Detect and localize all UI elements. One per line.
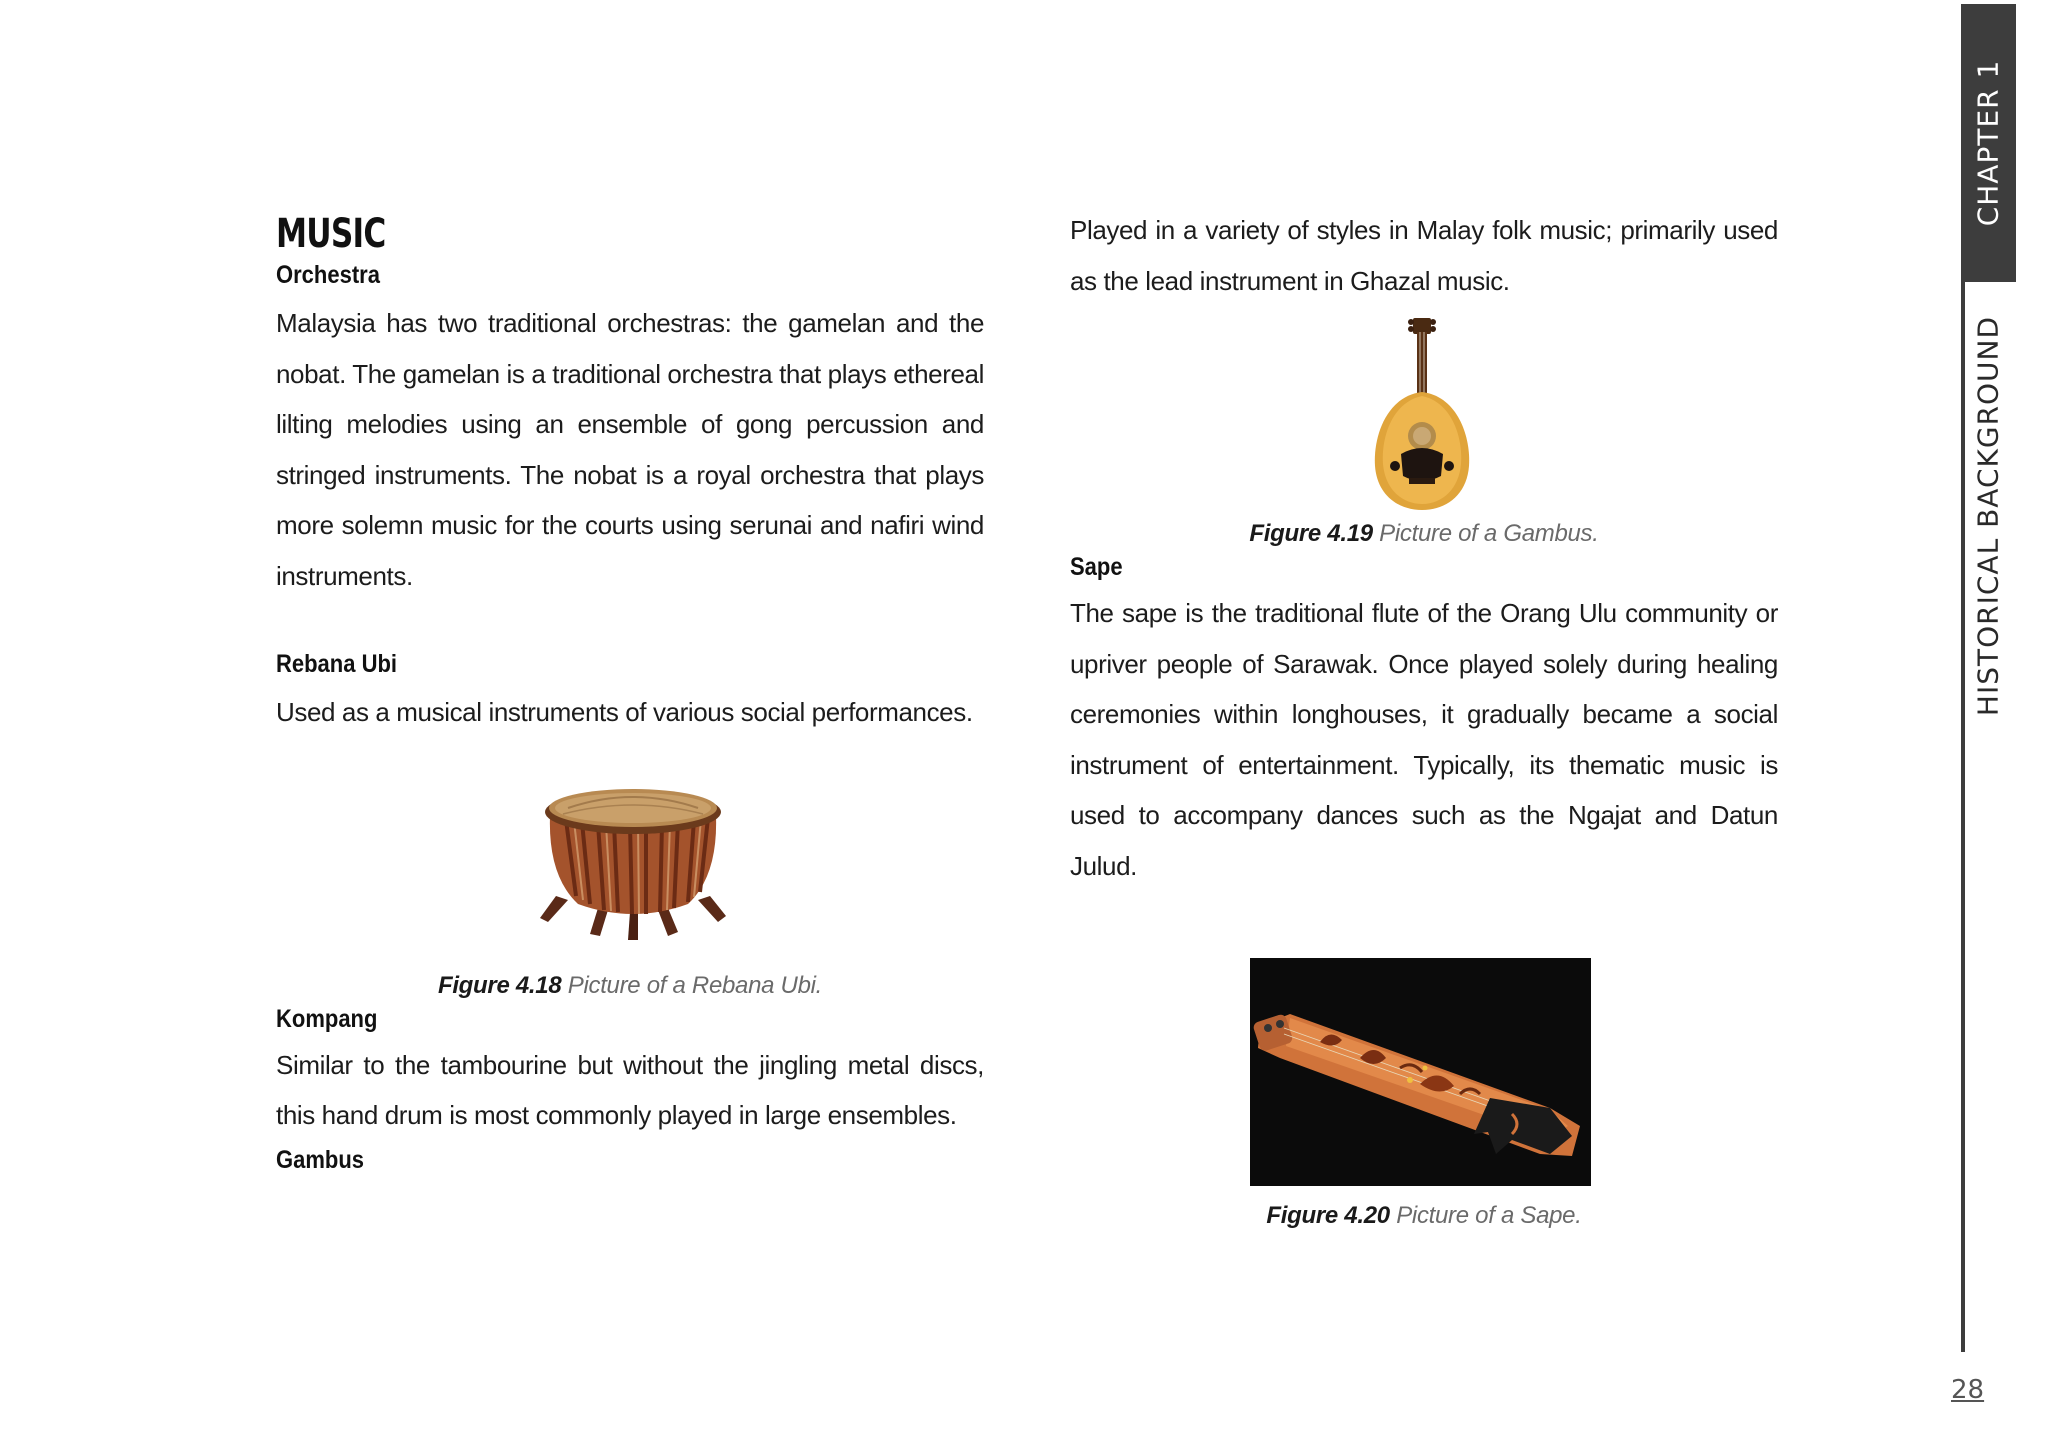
sape-figure-image <box>1070 958 1778 1186</box>
rebana-figure-caption-text: Picture of a Rebana Ubi. <box>567 971 823 999</box>
orchestra-heading: Orchestra <box>276 261 380 289</box>
gambus-image <box>1367 316 1477 512</box>
sape-figure-number: Figure 4.20 <box>1266 1202 1390 1229</box>
sape-paragraph: The sape is the traditional flute of the Orang Ulu community or upriver people of Sarawak. Once played solely during healing ceremonies within longhouses, it gradually became a social instrument of entertainment. Typically, its thematic music is used to accompany dances such as the Ngajat and Datun Julud. <box>1070 598 1778 881</box>
gambus-figure-number: Figure 4.19 <box>1249 520 1373 547</box>
sape-image <box>1250 958 1591 1186</box>
gambus-figure-caption <box>1070 518 1778 550</box>
rebana-paragraph: Used as a musical instruments of various social performances. <box>276 697 973 727</box>
sape-heading: Sape <box>1070 553 1123 581</box>
rebana-ubi-image <box>538 776 728 941</box>
rebana-figure-image <box>276 776 984 966</box>
gambus-paragraph: Played in a variety of styles in Malay folk music; primarily used as the lead instrument in Ghazal music. <box>1070 215 1778 296</box>
kompang-heading: Kompang <box>276 1004 378 1033</box>
rebana-heading: Rebana Ubi <box>276 650 398 678</box>
section-label: HISTORICAL BACKGROUND <box>1971 315 2005 717</box>
gambus-figure-caption-text: Picture of a Gambus. <box>1379 520 1599 547</box>
chapter-label: CHAPTER 1 <box>1971 59 2005 227</box>
left-column <box>276 210 984 1177</box>
gambus-figure-image <box>1070 316 1778 516</box>
section-title: MUSIC <box>276 211 386 257</box>
gambus-heading: Gambus <box>276 1145 365 1174</box>
orchestra-paragraph: Malaysia has two traditional orchestras: the gamelan and the nobat. The gamelan is a traditional orchestra that plays ethereal lilting melodies using an ensemble of gong percussion and stringed instruments. The nobat is a royal orchestra that plays more solemn music for the courts using serunai and nafiri wind instruments. <box>276 308 984 591</box>
chapter-tab-line <box>1961 282 1965 1352</box>
kompang-paragraph: Similar to the tambourine but without the jingling metal discs, this hand drum is most commonly played in large ensembles. <box>276 1049 984 1130</box>
sape-figure-caption <box>1070 1200 1778 1232</box>
rebana-figure-caption <box>276 970 984 1002</box>
right-column <box>1070 205 1778 1232</box>
page-number: 28 <box>1951 1375 1985 1405</box>
rebana-figure-number: Figure 4.18 <box>437 971 562 999</box>
sape-figure-caption-text: Picture of a Sape. <box>1396 1202 1582 1229</box>
